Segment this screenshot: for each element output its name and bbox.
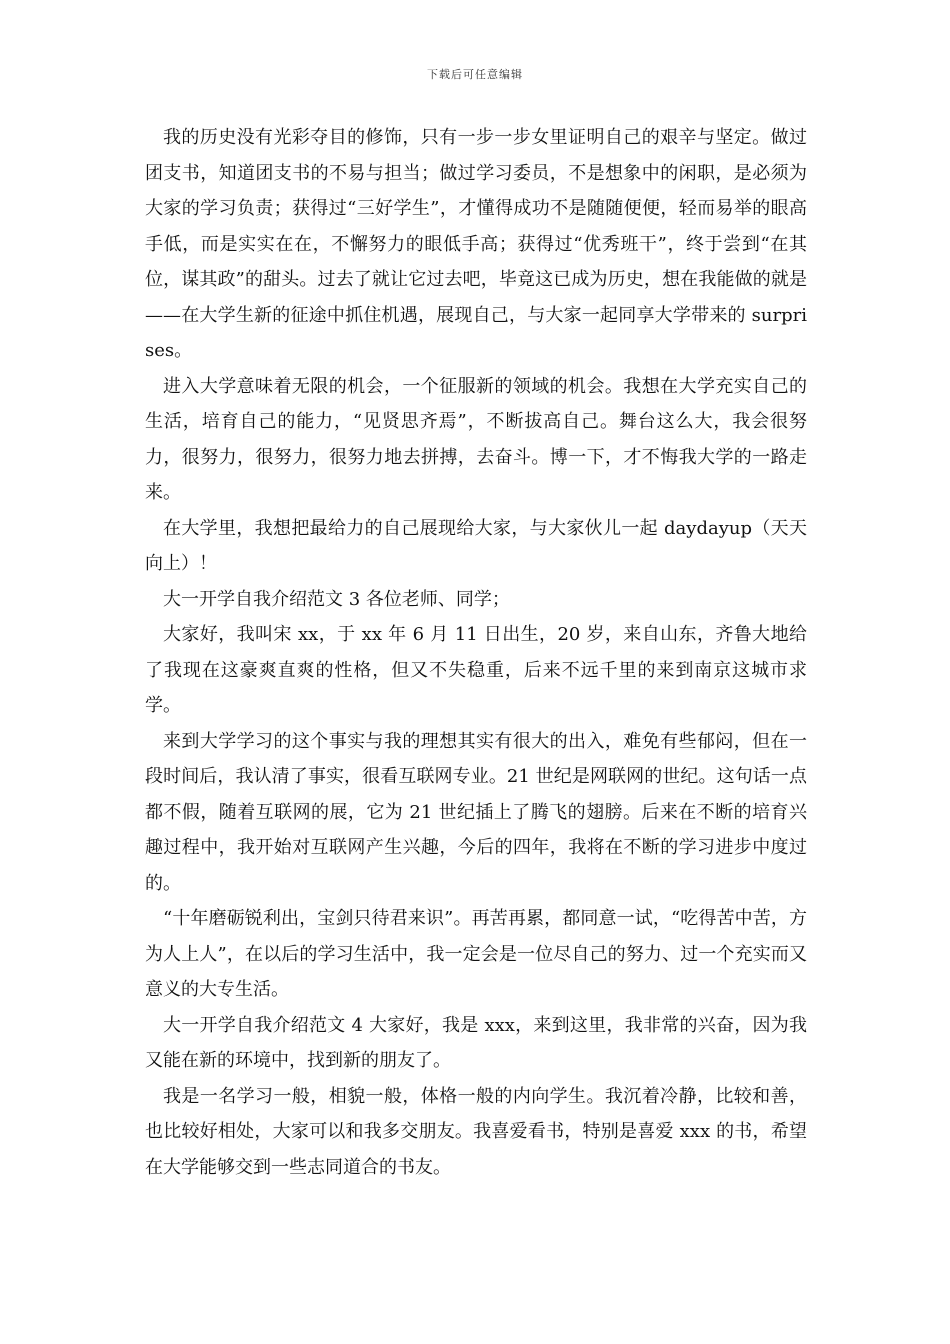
paragraph-university-opportunity: 进入大学意味着无限的机会，一个征服新的领域的机会。我想在大学充实自己的生活，培育自己的能力，“见贤思齐焉”，不断拔高自己。舞台这么大，我会很努力，很努力，很努力，很努力地去拼搏，去奋斗。博一下，才不悔我大学的一路走来。 xyxy=(145,375,807,503)
paragraph-history: 我的历史没有光彩夺目的修饰，只有一步一步女里证明自己的艰辛与坚定。做过团支书，知道团支书的不易与担当；做过学习委员，不是想象中的闲职，是必须为大家的学习负责；获得过“三好学生”，才懂得成功不是随随便便，轻而易举的眼高手低，而是实实在在，不懈努力的眼低手高；获得过“优秀班干”，终于尝到“在其位，谋其政”的甜头。过去了就让它过去吧，毕竟这已成为历史，想在我能做的就是——在大学生新的征途中抓住机遇，展现自己，与大家一起同享大学带来的 surprises。 xyxy=(145,127,807,361)
paragraph-sample-4: 大一开学自我介绍范文 4 大家好，我是 xxx，来到这里，我非常的兴奋，因为我又能在新的环境中，找到新的朋友了。 xyxy=(145,1014,807,1071)
paragraph-daydayup: 在大学里，我想把最给力的自己展现给大家，与大家伙儿一起 daydayup（天天向上）！ xyxy=(145,517,807,574)
document-body xyxy=(145,120,807,1185)
paragraph-sample-3-heading: 大一开学自我介绍范文 3 各位老师、同学； xyxy=(163,588,510,610)
paragraph-motto: “十年磨砺锐利出，宝剑只待君来识”。再苦再累，都同意一试，“吃得苦中苦，方为人上人”，在以后的学习生活中，我一定会是一位尽自己的努力、过一个充实而又意义的大专生活。 xyxy=(145,908,807,1000)
header-note: 下载后可任意编辑 xyxy=(427,68,523,81)
paragraph-personality: 我是一名学习一般，相貌一般，体格一般的内向学生。我沉着冷静，比较和善，也比较好相处，大家可以和我多交朋友。我喜爱看书，特别是喜爱 xxx 的书，希望在大学能够交到一些志同道合的书友。 xyxy=(145,1085,807,1178)
paragraph-self-intro: 大家好，我叫宋 xx，于 xx 年 6 月 11 日出生，20 岁，来自山东，齐鲁大地给了我现在这豪爽直爽的性格，但又不失稳重，后来不远千里的来到南京这城市求学。 xyxy=(145,624,807,716)
paragraph-internet-major: 来到大学学习的这个事实与我的理想其实有很大的出入，难免有些郁闷，但在一段时间后，我认清了事实，很看互联网专业。21 世纪是网联网的世纪。这句话一点都不假，随着互联网的展，它为 21 世纪插上了腾飞的翅膀。后来在不断的培育兴趣过程中，我开始对互联网产生兴趣，今后的四年，我将在不断的学习进步中度过的。 xyxy=(145,730,807,894)
